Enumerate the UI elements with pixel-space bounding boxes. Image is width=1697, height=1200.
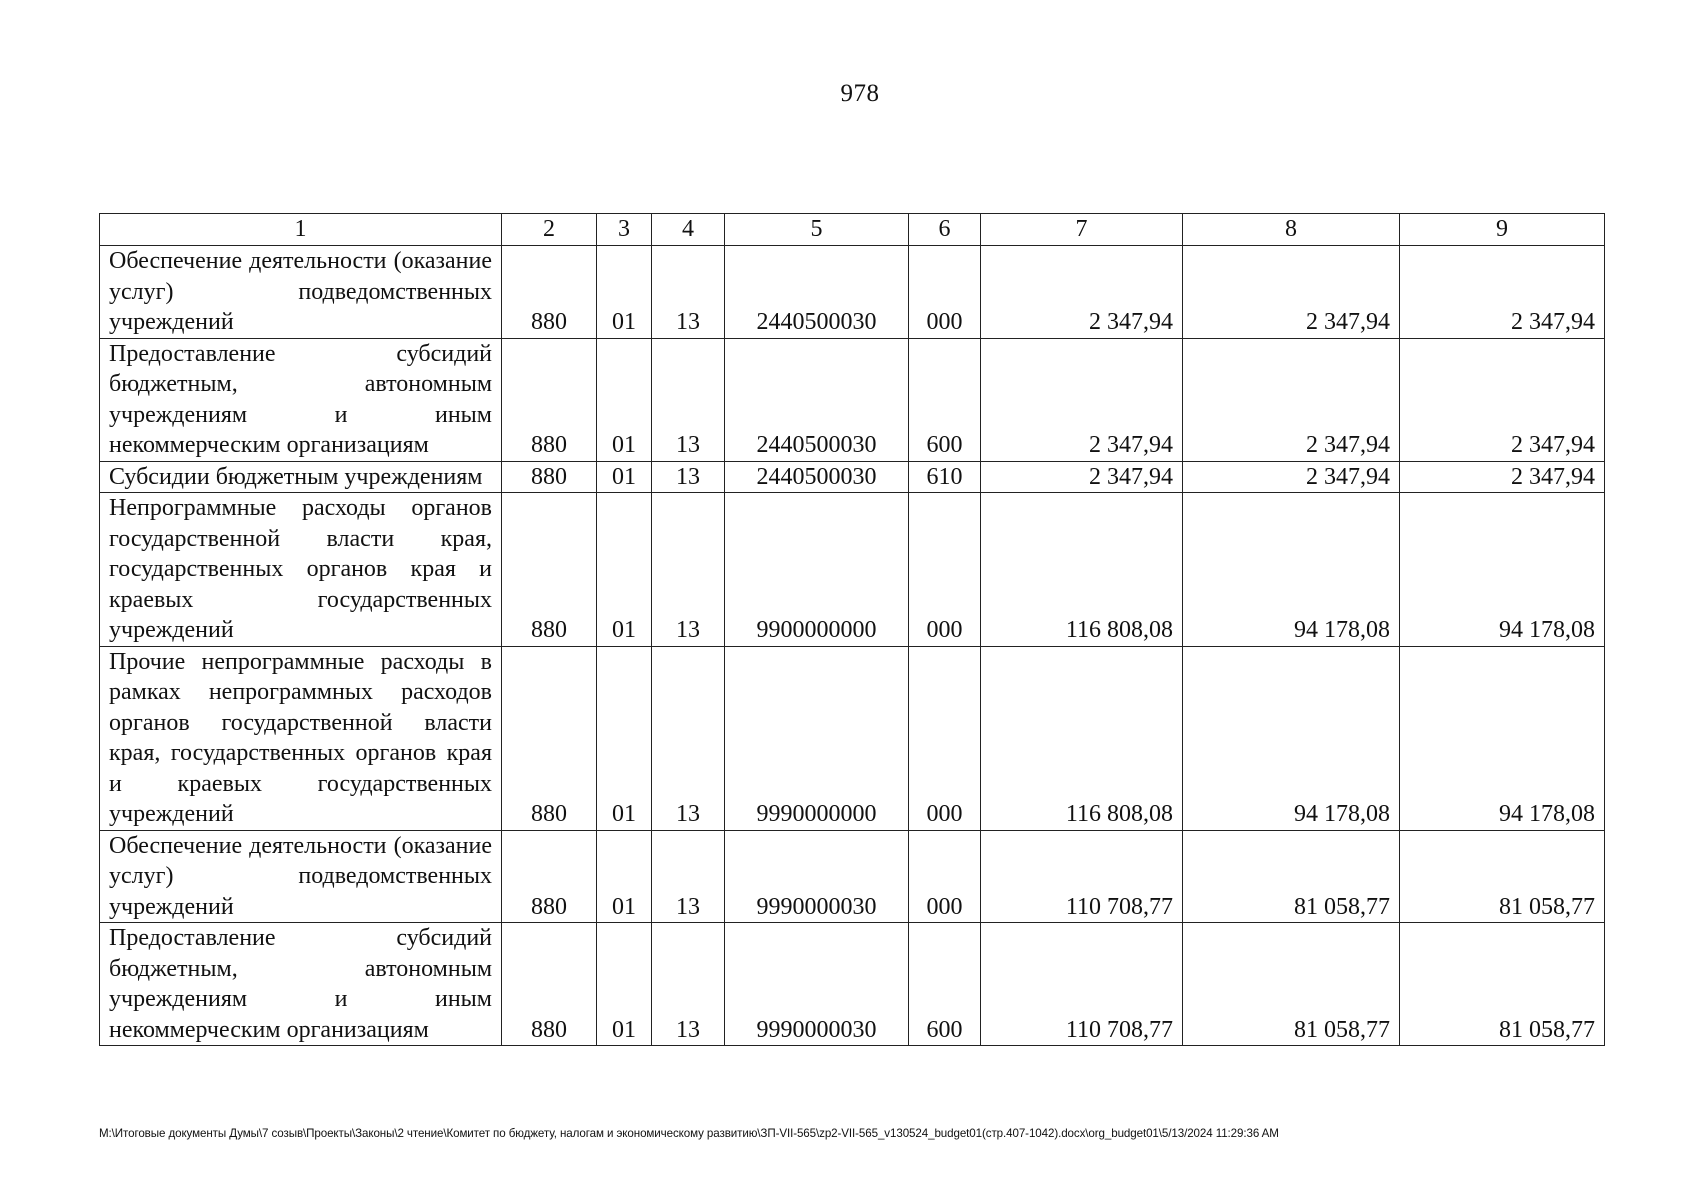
expense-type-cell: 000 [909, 830, 981, 923]
expense-name-cell: Обеспечение деятельности (оказание услуг) подведомственных учреждений [100, 246, 502, 339]
expense-type-cell: 000 [909, 246, 981, 339]
amount-col8-cell: 2 347,94 [1183, 246, 1400, 339]
amount-col9-cell: 81 058,77 [1400, 830, 1605, 923]
expense-name-cell: Непрограммные расходы органов государственной власти края, государственных органов края и краевых государственных учреждений [100, 493, 502, 647]
target-article-cell: 9990000030 [725, 830, 909, 923]
amount-col9-cell: 2 347,94 [1400, 338, 1605, 461]
amount-col8-cell: 81 058,77 [1183, 923, 1400, 1046]
table-row [100, 646, 1605, 830]
table-row [100, 338, 1605, 461]
amount-col9-cell: 81 058,77 [1400, 923, 1605, 1046]
column-header: 3 [597, 214, 652, 246]
column-header: 5 [725, 214, 909, 246]
column-header: 6 [909, 214, 981, 246]
amount-col7-cell: 110 708,77 [981, 830, 1183, 923]
section-code-cell: 01 [597, 830, 652, 923]
amount-col7-cell: 2 347,94 [981, 461, 1183, 493]
target-article-cell: 2440500030 [725, 338, 909, 461]
expense-type-cell: 610 [909, 461, 981, 493]
column-header: 4 [652, 214, 725, 246]
subsection-code-cell: 13 [652, 923, 725, 1046]
expense-name-cell: Прочие непрограммные расходы в рамках непрограммных расходов органов государственной власти края, государственных органов края и краевых государственных учреждений [100, 646, 502, 830]
expense-type-cell: 600 [909, 338, 981, 461]
amount-col8-cell: 2 347,94 [1183, 338, 1400, 461]
expense-type-cell: 600 [909, 923, 981, 1046]
target-article-cell: 9990000000 [725, 646, 909, 830]
amount-col8-cell: 2 347,94 [1183, 461, 1400, 493]
table-row [100, 493, 1605, 647]
target-article-cell: 9990000030 [725, 923, 909, 1046]
subsection-code-cell: 13 [652, 646, 725, 830]
amount-col7-cell: 116 808,08 [981, 493, 1183, 647]
amount-col7-cell: 110 708,77 [981, 923, 1183, 1046]
column-header: 1 [100, 214, 502, 246]
column-header: 9 [1400, 214, 1605, 246]
page-number: 978 [840, 80, 880, 107]
ministry-code-cell: 880 [502, 923, 597, 1046]
column-header: 7 [981, 214, 1183, 246]
amount-col9-cell: 2 347,94 [1400, 246, 1605, 339]
column-header: 2 [502, 214, 597, 246]
subsection-code-cell: 13 [652, 493, 725, 647]
ministry-code-cell: 880 [502, 461, 597, 493]
expense-type-cell: 000 [909, 493, 981, 647]
section-code-cell: 01 [597, 338, 652, 461]
ministry-code-cell: 880 [502, 646, 597, 830]
expense-type-cell: 000 [909, 646, 981, 830]
column-header: 8 [1183, 214, 1400, 246]
amount-col7-cell: 116 808,08 [981, 646, 1183, 830]
amount-col8-cell: 81 058,77 [1183, 830, 1400, 923]
ministry-code-cell: 880 [502, 338, 597, 461]
table-row [100, 246, 1605, 339]
expense-name-cell: Предоставление субсидий бюджетным, автономным учреждениям и иным некоммерческим организациям [100, 923, 502, 1046]
section-code-cell: 01 [597, 493, 652, 647]
section-code-cell: 01 [597, 646, 652, 830]
amount-col9-cell: 2 347,94 [1400, 461, 1605, 493]
amount-col7-cell: 2 347,94 [981, 246, 1183, 339]
amount-col9-cell: 94 178,08 [1400, 493, 1605, 647]
table-row [100, 461, 1605, 493]
ministry-code-cell: 880 [502, 830, 597, 923]
table-row [100, 923, 1605, 1046]
amount-col7-cell: 2 347,94 [981, 338, 1183, 461]
subsection-code-cell: 13 [652, 830, 725, 923]
table-row [100, 830, 1605, 923]
amount-col8-cell: 94 178,08 [1183, 493, 1400, 647]
document-file-path: M:\Итоговые документы Думы\7 созыв\Проекты\Законы\2 чтение\Комитет по бюджету, налогам и экономическому развитию\ЗП-VII-565\zp2-VII-565_v130524_budget01(стр.407-1042).docx\org_budget01\5/13/2024 11:29:36 AM [99, 1127, 1279, 1140]
section-code-cell: 01 [597, 923, 652, 1046]
ministry-code-cell: 880 [502, 493, 597, 647]
amount-col8-cell: 94 178,08 [1183, 646, 1400, 830]
expense-name-cell: Субсидии бюджетным учреждениям [100, 461, 502, 493]
subsection-code-cell: 13 [652, 246, 725, 339]
subsection-code-cell: 13 [652, 461, 725, 493]
ministry-code-cell: 880 [502, 246, 597, 339]
target-article-cell: 2440500030 [725, 461, 909, 493]
target-article-cell: 2440500030 [725, 246, 909, 339]
header-row [100, 214, 1605, 246]
expense-name-cell: Предоставление субсидий бюджетным, автономным учреждениям и иным некоммерческим организациям [100, 338, 502, 461]
section-code-cell: 01 [597, 461, 652, 493]
budget-table [99, 213, 1605, 1046]
section-code-cell: 01 [597, 246, 652, 339]
target-article-cell: 9900000000 [725, 493, 909, 647]
expense-name-cell: Обеспечение деятельности (оказание услуг) подведомственных учреждений [100, 830, 502, 923]
subsection-code-cell: 13 [652, 338, 725, 461]
amount-col9-cell: 94 178,08 [1400, 646, 1605, 830]
